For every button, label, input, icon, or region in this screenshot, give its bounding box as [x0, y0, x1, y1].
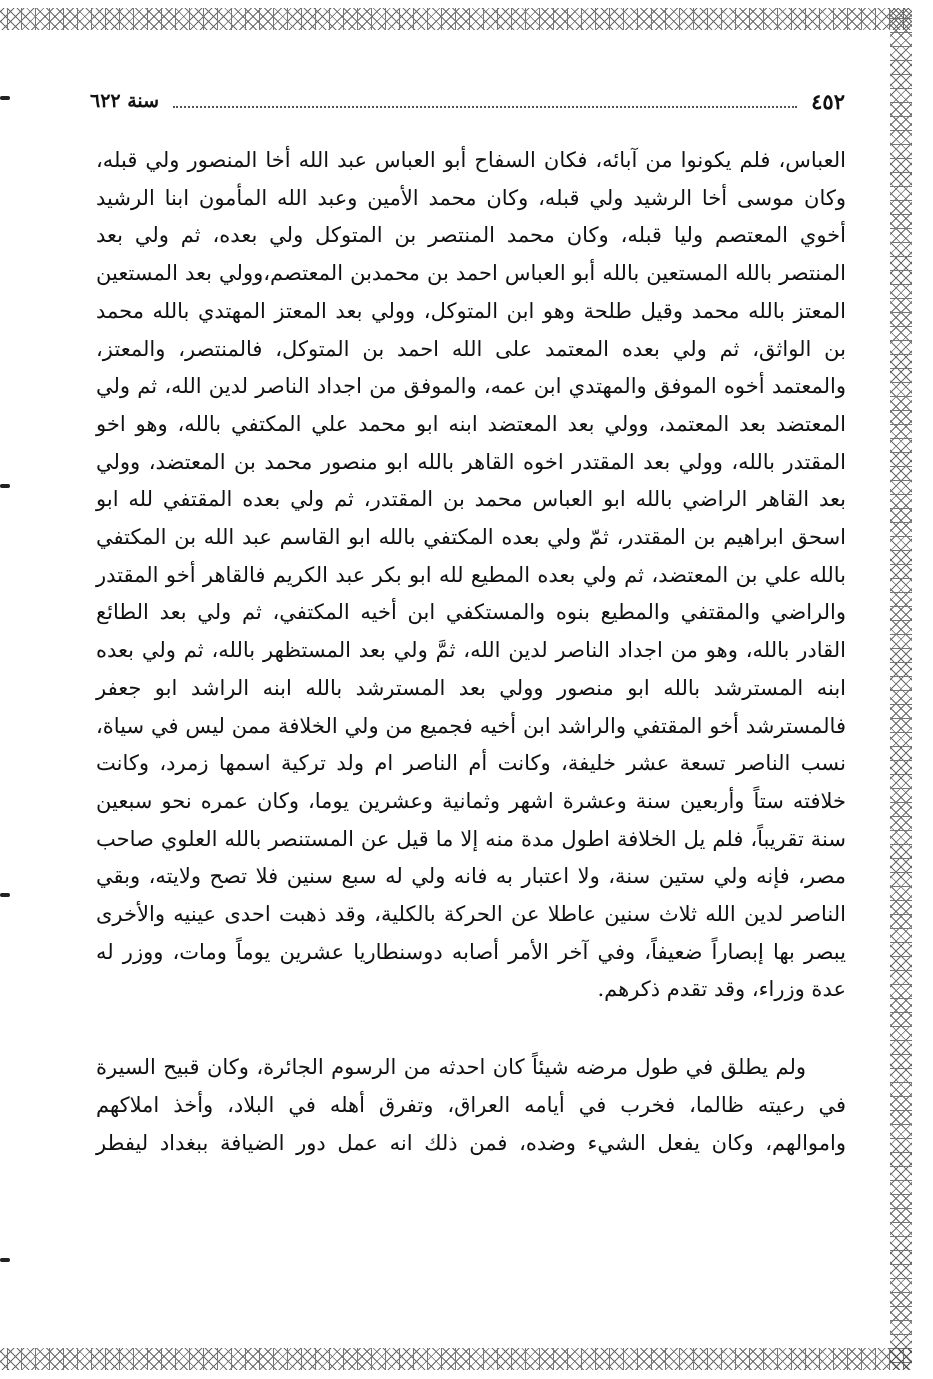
- page-body: [96, 142, 846, 1162]
- binding-mark: [0, 893, 10, 897]
- header-dotted-rule: [173, 94, 797, 108]
- binding-mark: [0, 1258, 10, 1262]
- page-number: ٤٥٢: [811, 88, 845, 114]
- running-head-year: سنة ٦٢٢: [90, 90, 160, 112]
- binding-mark: [0, 96, 10, 100]
- binding-mark: [0, 484, 10, 488]
- right-ornamental-border: [890, 8, 912, 1370]
- top-ornamental-border: [0, 8, 912, 30]
- paragraph: العباس، فلم يكونوا من آبائه، فكان السفاح أبو العباس عبد الله أخا المنصور ولي قبله، وكان موسى أخا الرشيد ولي قبله، وكان محمد الأمين وعبد الله المأمون ابنا الرشيد أخوي المعتصم وليا قبله، وكان محمد المنتصر بن المتوكل ولي بعده، ثم ولي بعد المنتصر بالله المستعين بالله أبو العباس احمد بن محمدبن المعتصم،وولي بعد المستعين المعتز بالله محمد وقيل طلحة وهو ابن المتوكل، وولي بعد المعتز المهتدي بالله محمد بن الواثق، ثم ولي بعده المعتمد على الله احمد بن المتوكل، فالمنتصر، والمعتز، والمعتمد أخوه الموفق والمهتدي ابن عمه، والموفق من اجداد الناصر لدين الله، ثم ولي المعتضد بعد المعتمد، وولي بعد المعتضد ابنه ابو محمد علي المكتفي بالله، وهو اخو المقتدر بالله، وولي بعد المقتدر اخوه القاهر بالله ابو منصور محمد بن المعتضد، وولي بعد القاهر الراضي بالله ابو العباس محمد بن المقتدر، ثم ولي بعده المقتفي لله ابو اسحق ابراهيم بن المقتدر، ثمّ ولي بعده المكتفي بالله ابو القاسم عبد الله بن المكتفي بالله علي بن المعتضد، ثم ولي بعده المطيع لله ابو بكر عبد الكريم فالقاهر أخو المقتدر والراضي والمقتفي والمطيع بنوه والمستكفي ابن أخيه المكتفي، ثم ولي بعد الطائع القادر بالله، وهو من اجداد الناصر لدين الله، ثمَّ ولي بعد المستظهر بالله، ثم ولي بعده ابنه المسترشد بالله ابو منصور وولي بعد المسترشد بالله ابنه الراشد ابو جعفر فالمسترشد أخو المقتفي والراشد ابن أخيه فجميع من ولي الخلافة ممن ليس في سياة، نسب الناصر تسعة عشر خليفة، وكانت أم الناصر ام ولد تركية اسمها زمرد، وكانت خلافته ستاً وأربعين سنة وعشرة اشهر وثمانية وعشرين يوما، وكان عمره نحو سبعين سنة تقريباً، فلم يل الخلافة اطول مدة منه إلا ما قيل عن المستنصر بالله العلوي صاحب مصر، فإنه ولي ستين سنة، ولا اعتبار به فانه ولي له سبع سنين فلا تصح ولايته، وبقي الناصر لدين الله ثلاث سنين عاطلا عن الحركة بالكلية، وقد ذهبت احدى عينيه والأخرى يبصر بها إبصاراً ضعيفاً، وفي آخر الأمر أصابه دوسنطاريا عشرين يوماً ومات، ووزر له عدة وزراء، وقد تقدم ذكرهم.: [96, 148, 847, 1002]
- bottom-ornamental-border: [0, 1348, 912, 1370]
- paragraph: ولم يطلق في طول مرضه شيئاً كان احدثه من الرسوم الجائرة، وكان قبيح السيرة في رعيته ظالما، فخرب في أيامه العراق، وتفرق أهله في البلاد، وأخذ املاكهم واموالهم، وكان يفعل الشيء وضده، فمن ذلك انه عمل دور الضيافة ببغداد ليفطر: [96, 1055, 846, 1155]
- page-header: [90, 86, 845, 116]
